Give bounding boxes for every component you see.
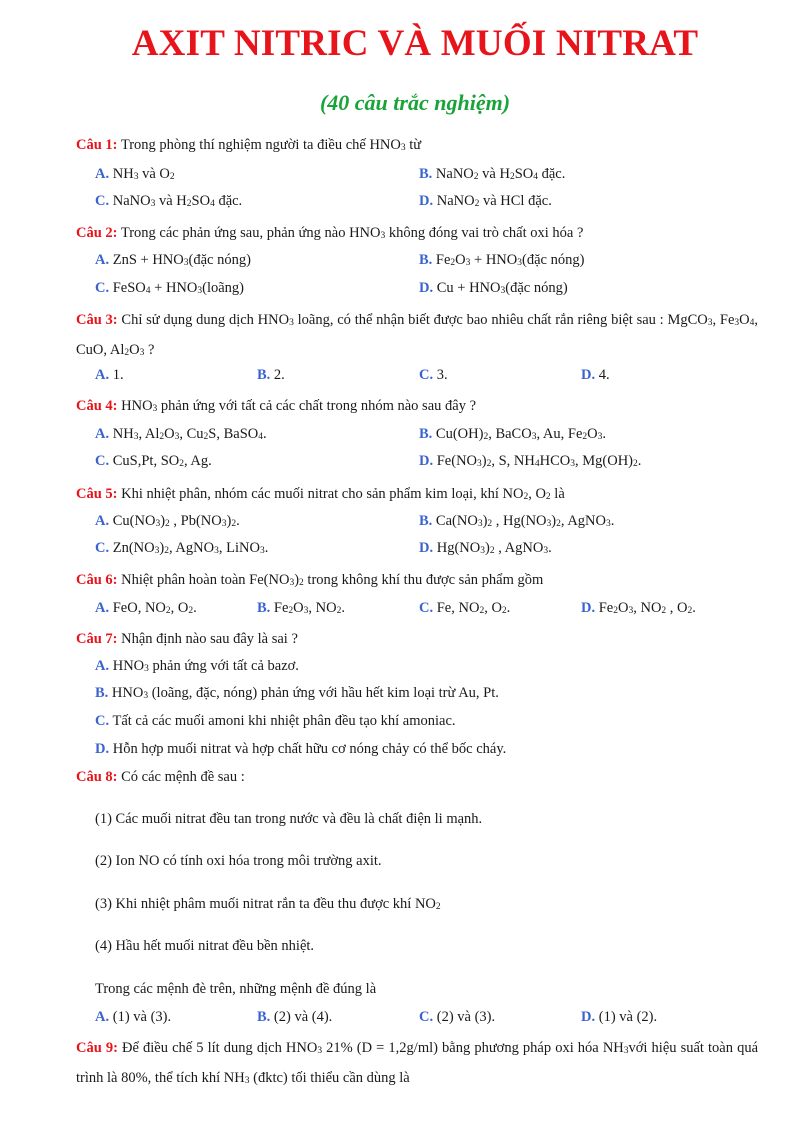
option-text: $Zn(NO_3)_2$, AgNO$_3$, LiNO$_3$.	[112, 540, 269, 556]
option-text: $NH_3$, $Al_2O_3$, $Cu_2S$, BaSO$_4$.	[112, 426, 267, 442]
option-letter: A.	[95, 658, 110, 674]
option-text: NaNO$_2$ và HCl đặc.	[436, 193, 552, 209]
option-text: NaNO$_3$ và $H_2SO_4$ đặc.	[112, 193, 243, 209]
option-text: $Fe_2O_3$ + $HNO_3(đặc$ nóng)	[435, 252, 585, 268]
option-letter: D.	[419, 193, 434, 209]
option-letter: B.	[257, 367, 271, 383]
option-letter: C.	[95, 193, 110, 209]
question-6	[76, 567, 758, 597]
option-text: $Cu + HNO_3(đặc$ nóng)	[436, 280, 568, 296]
question-1	[76, 132, 758, 162]
option-c	[95, 278, 244, 301]
option-text: FeSO$_4$ + $HNO_3(loãng)$	[112, 280, 244, 296]
option-b	[419, 511, 614, 534]
option-d	[419, 278, 568, 301]
option-letter: C.	[419, 1009, 434, 1025]
option-d	[581, 598, 696, 621]
option-text: CuS,Pt, $SO_2$, Ag.	[112, 453, 212, 469]
statement-2: (2) Ion NO có tính oxi hóa trong môi trường axit.	[95, 853, 382, 869]
question-number: Câu 6:	[76, 572, 118, 588]
question-8	[76, 764, 758, 791]
option-c	[95, 191, 242, 214]
option-letter: B.	[257, 600, 271, 616]
question-number: Câu 4:	[76, 398, 118, 414]
option-letter: B.	[95, 685, 109, 701]
question-text: Có các mệnh đề sau :	[121, 769, 245, 785]
question-text: Nhận định nào sau đây là sai ?	[121, 631, 298, 647]
option-d	[581, 365, 610, 385]
option-b	[419, 250, 584, 273]
option-letter: A.	[95, 1009, 110, 1025]
question-number: Câu 2:	[76, 225, 118, 241]
option-text: $HNO_3$ phản ứng với tất cả bazơ.	[112, 658, 299, 674]
option-text: (1) và (3).	[112, 1009, 172, 1025]
option-text: 1.	[112, 367, 124, 383]
statement-1: (1) Các muối nitrat đều tan trong nước và đều là chất điện li mạnh.	[95, 811, 483, 827]
option-text: NaNO$_2$ và $H_2SO_4$ đặc.	[435, 166, 566, 182]
option-c	[95, 451, 212, 474]
option-letter: B.	[419, 426, 433, 442]
option-letter: C.	[419, 367, 434, 383]
option-a	[95, 164, 175, 187]
option-c	[95, 711, 456, 731]
option-text: Hỗn hợp muối nitrat và hợp chất hữu cơ nóng chảy có thể bốc cháy.	[112, 741, 507, 757]
option-text: $HNO_3$ (loãng, đặc, nóng) phản ứng với hầu hết kim loại trừ Au, Pt.	[111, 685, 499, 701]
question-number: Câu 8:	[76, 769, 118, 785]
question-text: Chỉ sử dụng dung dịch $HNO_3$ loãng, có thể nhận biết được bao nhiêu chất rắn riêng biệt sau : MgCO$_3$, $Fe_3O_4$, CuO, $Al_2O_3$ ?	[76, 312, 759, 358]
option-text: $Hg(NO_3)_2$ , AgNO$_3$.	[436, 540, 552, 556]
option-d	[581, 1007, 657, 1027]
question-number: Câu 3:	[76, 312, 118, 328]
question-text: Trong phòng thí nghiệm người ta điều chế $HNO_3$ từ	[120, 137, 422, 153]
option-c	[95, 538, 268, 561]
option-c	[419, 598, 510, 621]
option-letter: D.	[581, 600, 596, 616]
option-letter: A.	[95, 426, 110, 442]
question-text: Nhiệt phân hoàn toàn $Fe(NO_3)_2$ trong không khí thu được sản phẩm gồm	[121, 572, 544, 588]
question-3	[76, 307, 758, 367]
option-letter: A.	[95, 367, 110, 383]
question-number: Câu 5:	[76, 486, 118, 502]
question-text: $HNO_3$ phản ứng với tất cả các chất trong nhóm nào sau đây ?	[121, 398, 477, 414]
question-number: Câu 7:	[76, 631, 118, 647]
option-letter: D.	[419, 453, 434, 469]
option-letter: A.	[95, 252, 110, 268]
option-text: 2.	[273, 367, 285, 383]
option-letter: C.	[95, 453, 110, 469]
question-9	[76, 1035, 758, 1095]
question-8-prompt: Trong các mệnh đè trên, những mệnh đề đúng là	[95, 981, 377, 997]
option-b	[419, 164, 565, 187]
option-a	[95, 598, 197, 621]
option-text: $Fe(NO_3)_2$, S, $NH_4HCO_3$, $Mg(OH)_2$.	[436, 453, 642, 469]
option-letter: B.	[419, 252, 433, 268]
option-text: 3.	[436, 367, 448, 383]
option-b	[419, 424, 606, 447]
option-letter: D.	[419, 280, 434, 296]
option-b	[257, 365, 285, 385]
option-letter: D.	[581, 1009, 596, 1025]
option-text: $Cu(NO_3)_2$ , $Pb(NO_3)_2$.	[112, 513, 240, 529]
option-letter: C.	[95, 713, 110, 729]
option-letter: A.	[95, 166, 110, 182]
option-letter: B.	[257, 1009, 271, 1025]
option-a	[95, 1007, 171, 1027]
option-letter: D.	[419, 540, 434, 556]
option-text: $Cu(OH)_2$, BaCO$_3$, Au, $Fe_2O_3$.	[435, 426, 606, 442]
option-text: $NH_3$ và $O_2$	[112, 166, 175, 182]
option-letter: B.	[419, 513, 433, 529]
option-a	[95, 365, 124, 385]
option-text: (1) và (2).	[598, 1009, 658, 1025]
option-letter: A.	[95, 600, 110, 616]
option-letter: C.	[419, 600, 434, 616]
statement-4: (4) Hầu hết muối nitrat đều bền nhiệt.	[95, 938, 315, 954]
option-a	[95, 511, 240, 534]
option-letter: B.	[419, 166, 433, 182]
question-text: Khi nhiệt phân, nhóm các muối nitrat cho sản phẩm kim loại, khí $NO_2$, $O_2$ là	[121, 486, 565, 502]
option-letter: D.	[95, 741, 110, 757]
option-letter: C.	[95, 280, 110, 296]
page-subtitle: (40 câu trắc nghiệm)	[319, 90, 511, 115]
question-number: Câu 1:	[76, 137, 118, 153]
option-text: (2) và (3).	[436, 1009, 496, 1025]
option-a	[95, 656, 299, 679]
option-letter: D.	[581, 367, 596, 383]
question-number: Câu 9:	[76, 1040, 118, 1056]
option-a	[95, 424, 267, 447]
option-d	[95, 739, 506, 759]
option-d	[419, 451, 641, 474]
option-b	[257, 598, 345, 621]
option-a	[95, 250, 251, 273]
option-d	[419, 191, 552, 214]
option-d	[419, 538, 552, 561]
question-2	[76, 220, 758, 250]
option-text: $Ca(NO_3)_2$ , $Hg(NO_3)_2$, AgNO$_3$.	[435, 513, 615, 529]
question-5	[76, 481, 758, 511]
option-letter: C.	[95, 540, 110, 556]
option-b	[257, 1007, 332, 1027]
option-text: (2) và (4).	[273, 1009, 333, 1025]
statement-3: (3) Khi nhiệt phâm muối nitrat rắn ta đều thu được khí $NO_2$	[95, 896, 441, 912]
option-text: Fe, $NO_2$, $O_2$.	[436, 600, 511, 616]
question-text: Để điều chế 5 lít dung dịch $HNO_3$ 21% (D = 1,2g/ml) bằng phương pháp oxi hóa $NH_3với$ hiệu suất toàn quá trình là 80%, thể tích khí $NH_3$ (đktc) tối thiểu cần dùng là	[76, 1040, 759, 1086]
option-c	[419, 1007, 495, 1027]
option-text: ZnS + $HNO_3(đặc$ nóng)	[112, 252, 251, 268]
option-c	[419, 365, 448, 385]
option-b	[95, 683, 499, 706]
question-4	[76, 393, 758, 423]
option-text: 4.	[598, 367, 610, 383]
question-text: Trong các phản ứng sau, phản ứng nào $HNO_3$ không đóng vai trò chất oxi hóa ?	[120, 225, 584, 241]
option-text: FeO, $NO_2$, $O_2$.	[112, 600, 197, 616]
question-7	[76, 626, 758, 653]
option-text: Tất cả các muối amoni khi nhiệt phân đều tạo khí amoniac.	[112, 713, 456, 729]
option-text: $Fe_2O_3$, $NO_2$ , $O_2$.	[598, 600, 696, 616]
page-title: AXIT NITRIC VÀ MUỐI NITRAT	[131, 23, 699, 64]
option-letter: A.	[95, 513, 110, 529]
option-text: $Fe_2O_3$, $NO_2$.	[273, 600, 345, 616]
